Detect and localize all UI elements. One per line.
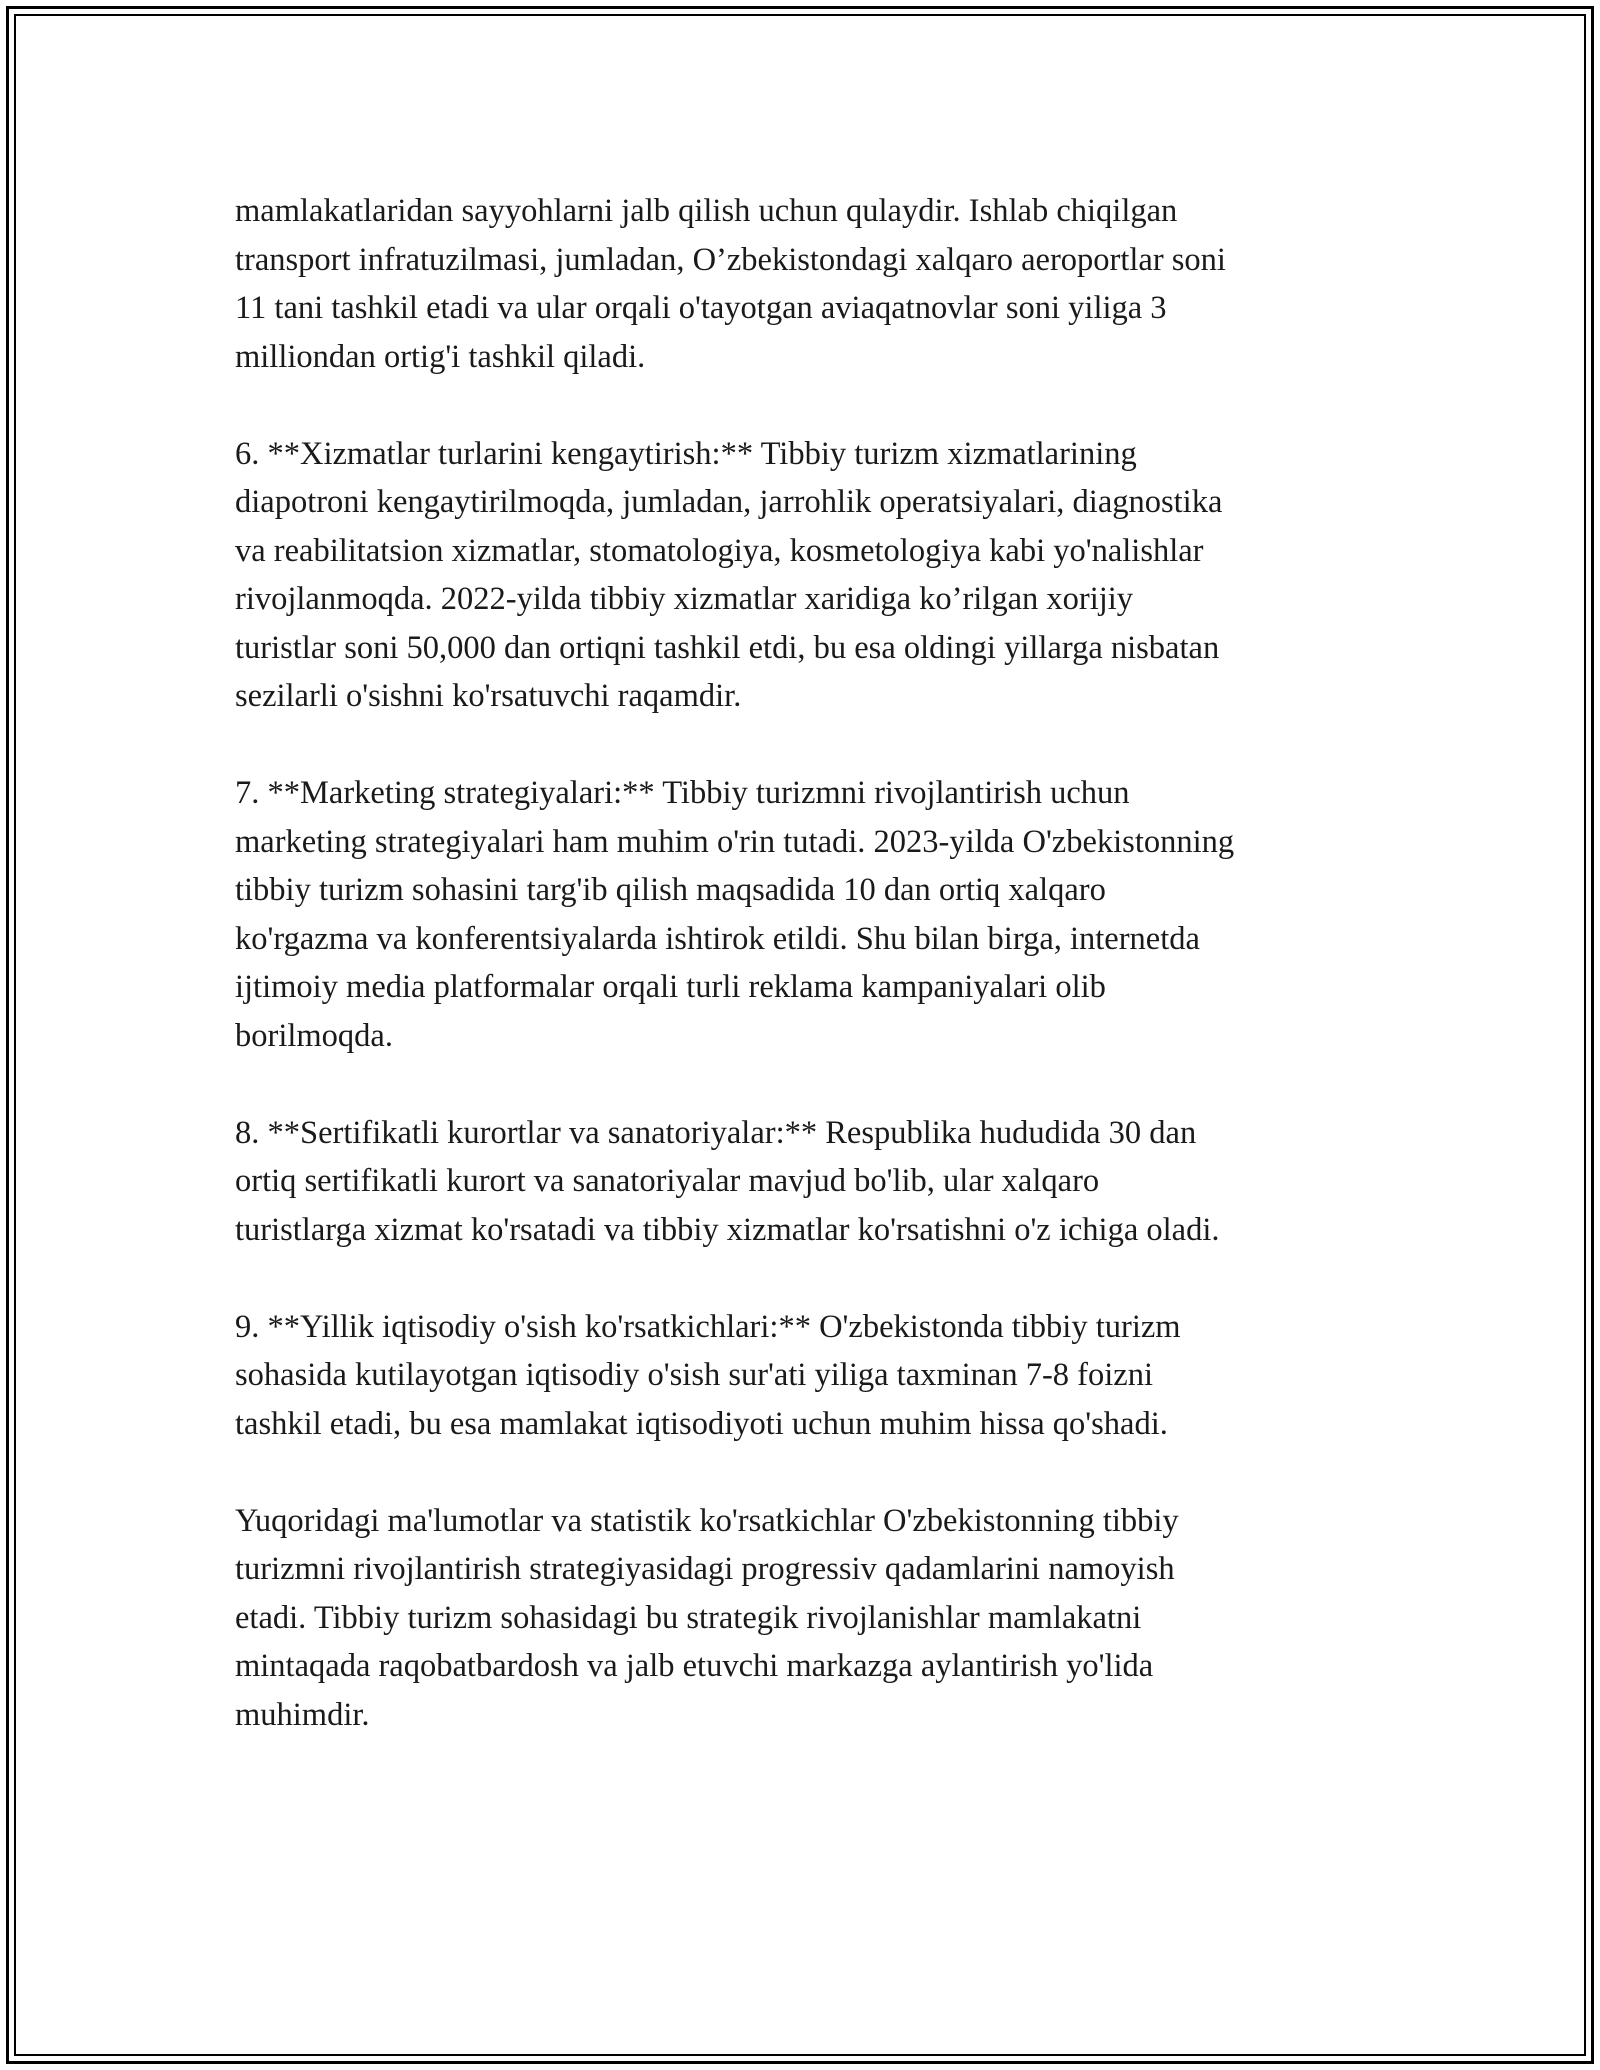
text-line: 7. **Marketing strategiyalari:** Tibbiy turizmni rivojlantirish uchun bbox=[235, 775, 1130, 811]
text-line: 8. **Sertifikatli kurortlar va sanatoriyalar:** Respublika hududida 30 dan bbox=[235, 1114, 1197, 1151]
text-line: turizmni rivojlantirish strategiyasidagi progressiv qadamlarini namoyish bbox=[235, 1551, 1175, 1587]
text-line: etadi. Tibbiy turizm sohasidagi bu strategik rivojlanishlar mamlakatni bbox=[235, 1599, 1142, 1636]
text-line: marketing strategiyalari ham muhim o'rin tutadi. 2023-yilda O'zbekistonning bbox=[235, 823, 1235, 860]
text-line: mamlakatlaridan sayyohlarni jalb qilish uchun qulaydir. Ishlab chiqilgan bbox=[235, 193, 1178, 229]
text-line: mintaqada raqobatbardosh va jalb etuvchi markazga aylantirish yo'lida bbox=[235, 1648, 1154, 1684]
text-line: sohasida kutilayotgan iqtisodiy o'sish sur'ati yiliga taxminan 7-8 foizni bbox=[235, 1357, 1153, 1393]
text-line: tashkil etadi, bu esa mamlakat iqtisodiyoti uchun muhim hissa qo'shadi. bbox=[235, 1405, 1168, 1442]
text-line: tibbiy turizm sohasini targ'ib qilish maqsadida 10 dan ortiq xalqaro bbox=[235, 872, 1106, 908]
paragraph-conclusion bbox=[235, 1497, 1385, 1740]
paragraph-item-8 bbox=[235, 1109, 1385, 1255]
paragraph-item-6 bbox=[235, 430, 1385, 721]
text-line: 6. **Xizmatlar turlarini kengaytirish:** Tibbiy turizm xizmatlarining bbox=[235, 435, 1137, 472]
text-line: va reabilitatsion xizmatlar, stomatologiya, kosmetologiya kabi yo'nalishlar bbox=[235, 532, 1204, 569]
text-line: rivojlanmoqda. 2022-yilda tibbiy xizmatlar xaridiga ko’rilgan xorijiy bbox=[235, 581, 1134, 617]
text-line: sezilarli o'sishni ko'rsatuvchi raqamdir. bbox=[235, 678, 742, 714]
paragraph-transport bbox=[235, 187, 1385, 381]
text-line: diapotroni kengaytirilmoqda, jumladan, jarrohlik operatsiyalari, diagnostika bbox=[235, 484, 1223, 520]
text-line: ortiq sertifikatli kurort va sanatoriyalar mavjud bo'lib, ular xalqaro bbox=[235, 1163, 1100, 1199]
text-line: turistlarga xizmat ko'rsatadi va tibbiy xizmatlar ko'rsatishni o'z ichiga oladi. bbox=[235, 1211, 1220, 1248]
text-line: Yuqoridagi ma'lumotlar va statistik ko'rsatkichlar O'zbekistonning tibbiy bbox=[235, 1502, 1179, 1539]
text-line: 11 tani tashkil etadi va ular orqali o'tayotgan aviaqatnovlar soni yiliga 3 bbox=[235, 290, 1167, 326]
paragraph-item-7 bbox=[235, 769, 1385, 1060]
text-line: ko'rgazma va konferentsiyalarda ishtirok etildi. Shu bilan birga, internetda bbox=[235, 920, 1200, 957]
paragraph-item-9 bbox=[235, 1303, 1385, 1449]
text-line: transport infratuzilmasi, jumladan, O’zbekistondagi xalqaro aeroportlar soni bbox=[235, 241, 1226, 278]
text-line: muhimdir. bbox=[235, 1696, 370, 1733]
document-body bbox=[235, 187, 1385, 1788]
text-line: borilmoqda. bbox=[235, 1017, 393, 1054]
text-line: 9. **Yillik iqtisodiy o'sish ko'rsatkichlari:** O'zbekistonda tibbiy turizm bbox=[235, 1308, 1181, 1345]
text-line: turistlar soni 50,000 dan ortiqni tashkil etdi, bu esa oldingi yillarga nisbatan bbox=[235, 629, 1220, 666]
text-line: milliondan ortig'i tashkil qiladi. bbox=[235, 338, 646, 375]
text-line: ijtimoiy media platformalar orqali turli reklama kampaniyalari olib bbox=[235, 969, 1106, 1005]
